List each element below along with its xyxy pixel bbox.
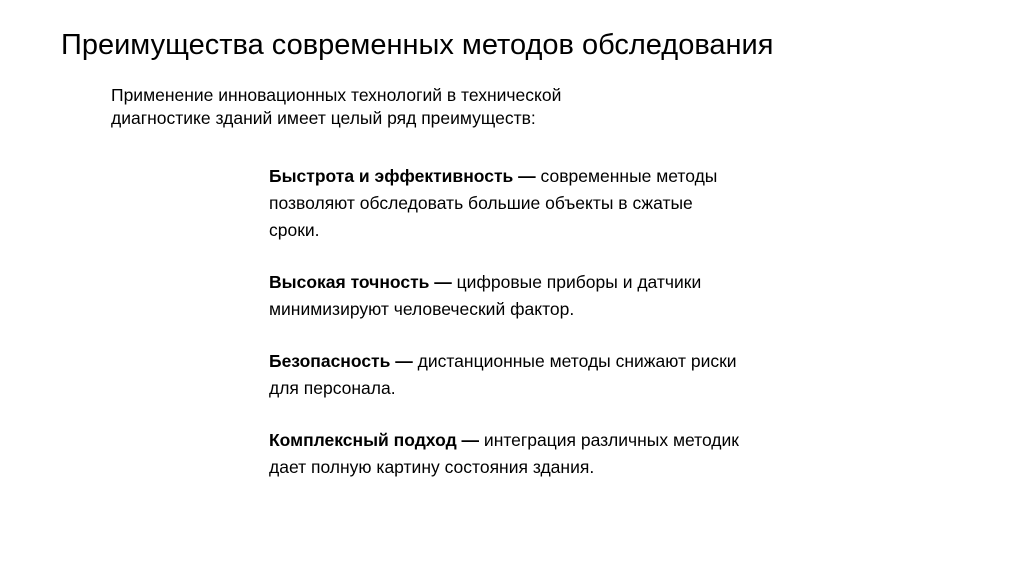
- advantage-text: интеграция различных методик дает полную картину состояния здания.: [269, 430, 739, 477]
- advantage-item: [269, 427, 739, 481]
- advantage-title: Безопасность: [269, 351, 391, 371]
- intro-paragraph: Применение инновационных технологий в технической диагностике зданий имеет целый ряд преимуществ:: [111, 85, 562, 128]
- advantage-item: [269, 269, 739, 323]
- advantage-item: [269, 163, 739, 244]
- advantage-title: Высокая точность: [269, 272, 430, 292]
- advantage-dash: —: [429, 272, 457, 292]
- advantage-dash: —: [456, 430, 484, 450]
- advantages-list: [269, 163, 739, 481]
- advantage-title: Быстрота и эффективность: [269, 166, 514, 186]
- advantage-title: Комплексный подход: [269, 430, 457, 450]
- advantage-item: [269, 348, 739, 402]
- advantage-dash: —: [390, 351, 418, 371]
- advantage-text: цифровые приборы и датчики минимизируют человеческий фактор.: [269, 272, 702, 319]
- advantage-text: дистанционные методы снижают риски для персонала.: [269, 351, 737, 398]
- advantage-dash: —: [513, 166, 541, 186]
- slide-title: Преимущества современных методов обследования: [61, 29, 774, 61]
- advantage-text: современные методы позволяют обследовать большие объекты в сжатые сроки.: [269, 166, 718, 240]
